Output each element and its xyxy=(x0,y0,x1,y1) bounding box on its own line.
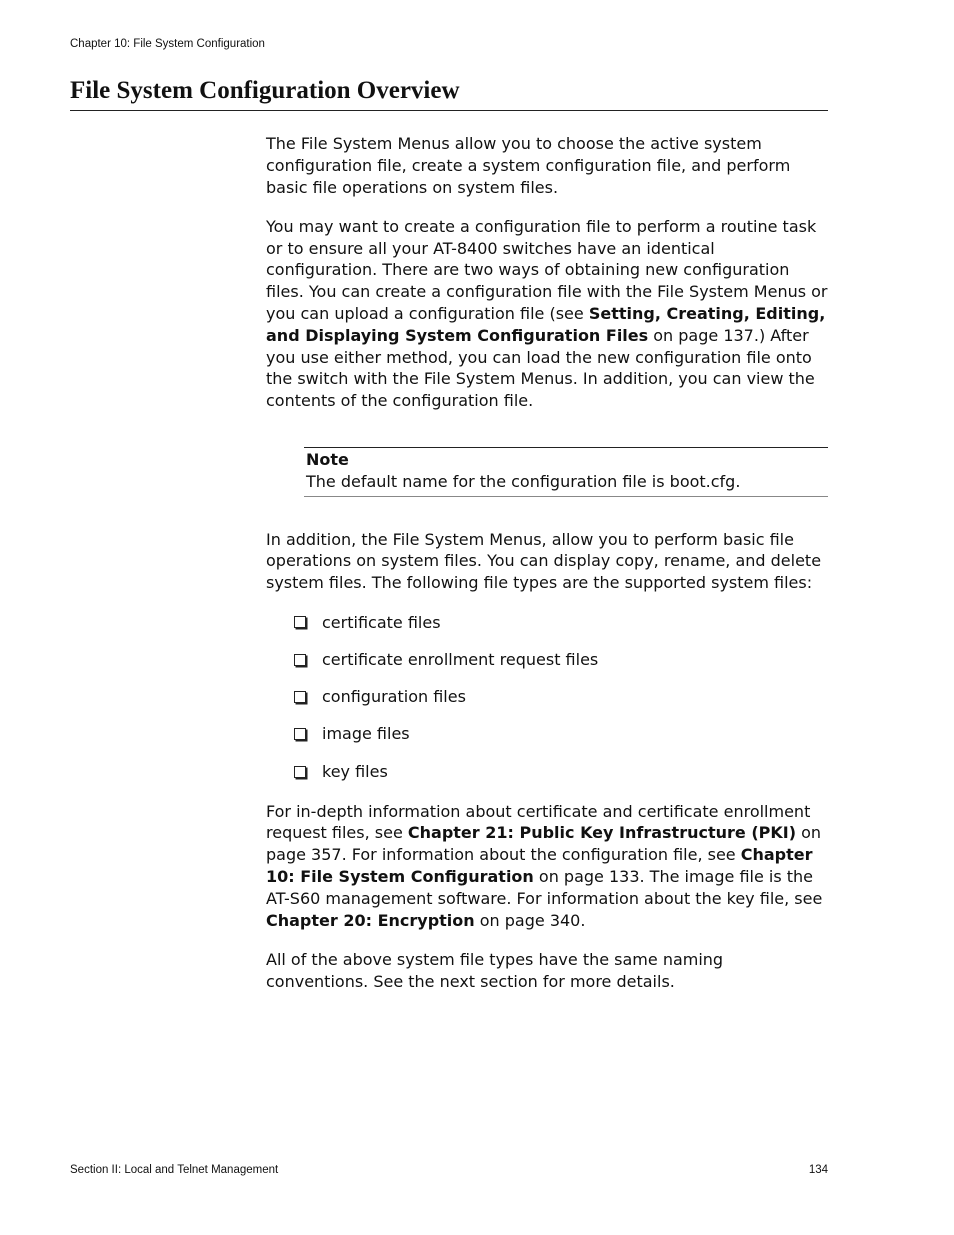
checkbox-bullet-icon xyxy=(294,691,306,703)
checkbox-bullet-icon xyxy=(294,766,306,778)
list-item xyxy=(294,686,828,708)
list-item xyxy=(294,649,828,671)
page-title: File System Configuration Overview xyxy=(70,76,828,111)
text-run: on page 133. The image file is the AT-S60 management software. For information about the key file, see xyxy=(266,866,823,908)
footer-page-number: 134 xyxy=(808,1164,828,1176)
references-paragraph xyxy=(266,801,828,932)
list-item-label: key files xyxy=(322,761,388,781)
file-types-list xyxy=(294,612,828,783)
cross-reference-link: Setting, Creating, Editing, and Displaying System Configuration Files xyxy=(266,304,826,345)
note-text: The default name for the configuration file is boot.cfg. xyxy=(306,471,741,491)
checkbox-bullet-icon xyxy=(294,654,306,666)
cross-reference-link: Chapter 10: File System Configuration xyxy=(266,845,813,886)
file-operations-paragraph: In addition, the File System Menus, allow you to perform basic file operations on system files. You can display copy, rename, and delete system files. The following file types are the supported system files: xyxy=(266,529,822,593)
intro-paragraph: The File System Menus allow you to choose the active system configuration file, create a system configuration file, and perform basic file operations on system files. xyxy=(266,134,791,197)
text-run: For in-depth information about certificate and certificate enrollment request files, see xyxy=(266,801,811,843)
text-run: on page 137.) After you use either method, you can load the new configuration file onto the switch with the File System Menus. In addition, you can view the contents of the configuration file. xyxy=(266,325,815,411)
cross-reference-link: Chapter 21: Public Key Infrastructure (PKI) xyxy=(407,823,797,843)
list-item-label: image files xyxy=(322,724,410,744)
checkbox-bullet-icon xyxy=(294,728,306,740)
checkbox-bullet-icon xyxy=(294,616,306,628)
text-run: on page 340. xyxy=(474,910,586,930)
text-run: You may want to create a configuration file to perform a routine task or to ensure all your AT-8400 switches have an identical configuration. There are two ways of obtaining new configuration files. You can create a configuration file with the File System Menus or you can upload a configuration file (see xyxy=(266,216,828,324)
list-item-label: configuration files xyxy=(322,687,466,707)
list-item-label: certificate enrollment request files xyxy=(322,649,599,669)
note-label: Note xyxy=(306,450,349,470)
list-item xyxy=(294,761,828,783)
body-content xyxy=(266,133,828,1010)
running-header: Chapter 10: File System Configuration xyxy=(70,38,265,50)
list-item xyxy=(294,612,828,634)
config-file-paragraph xyxy=(266,216,828,412)
list-item xyxy=(294,723,828,745)
text-run: on page 357. For information about the configuration file, see xyxy=(266,823,822,865)
footer-section-title: Section II: Local and Telnet Management xyxy=(70,1164,279,1176)
list-item-label: certificate files xyxy=(322,612,441,632)
naming-conventions-paragraph: All of the above system file types have the same naming conventions. See the next section for more details. xyxy=(266,949,724,991)
cross-reference-link: Chapter 20: Encryption xyxy=(266,910,475,930)
note-box xyxy=(304,447,828,497)
